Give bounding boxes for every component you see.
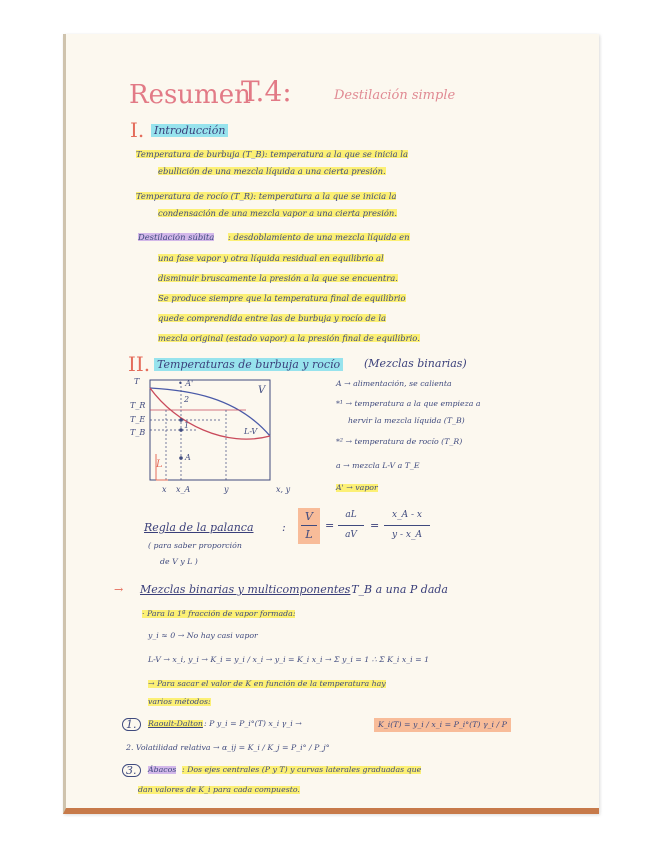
section-2-number: II.	[128, 352, 151, 376]
mixtures-line-2: y_i ≈ 0 → No hay casi vapor	[148, 631, 258, 640]
mixtures-title-tail: : T_B a una P dada	[344, 583, 448, 596]
lever-rule-note-2: de V y L )	[160, 557, 198, 566]
lever-rule-colon: :	[282, 521, 286, 534]
diagram-axis-xy: x, y	[276, 485, 291, 494]
lever-num: x_A - x	[392, 510, 422, 520]
def-dew-line-1: Temperatura de rocío (T_R): temperatura a la que se inicia la	[136, 191, 397, 201]
legend-line-1: A → alimentación, se calienta	[336, 379, 452, 388]
phase-diagram	[126, 374, 322, 504]
section-2-note: (Mezclas binarias)	[364, 357, 467, 370]
def-dew-line-2: condensación de una mezcla vapor a una cierta presión.	[158, 208, 397, 218]
method-3-name: Ábacos	[148, 765, 177, 774]
legend-line-2b: hervir la mezcla líquida (T_B)	[348, 416, 465, 425]
section-1-number: I.	[130, 118, 145, 142]
lever-vl-bar	[301, 525, 317, 526]
method-1-k-formula: K_i(T) = y_i / x_i = P_i°(T) γ_i / P	[374, 718, 511, 732]
diagram-region-l: L	[156, 459, 163, 470]
diagram-region-lv: L-V	[244, 427, 258, 436]
mixtures-line-3: L-V → x_i, y_i → K_i = y_i / x_i → y_i = K_i x_i → Σ y_i = 1 ∴ Σ K_i x_i = 1	[148, 655, 430, 664]
diagram-point-a: A	[185, 453, 191, 462]
diagram-axis-t: T	[134, 377, 140, 386]
lever-equals-2: =	[370, 519, 380, 532]
legend-line-5: A' → vapor	[336, 483, 378, 492]
diagram-point-1: 1	[184, 421, 190, 430]
method-3-number: 3.	[122, 764, 141, 777]
section-1-title: Introducción	[151, 124, 228, 137]
diagram-label-tb: T_B	[130, 428, 146, 437]
lever-av: aV	[345, 530, 357, 540]
lever-v: V	[305, 510, 313, 523]
def-flash-line-4: Se produce siempre que la temperatura final de equilibrio	[158, 293, 406, 303]
mixtures-line-1: · Para la 1ª fracción de vapor formada:	[142, 609, 296, 618]
diagram-axis-xa: x_A	[176, 485, 191, 494]
notebook-page	[63, 34, 599, 814]
method-2: 2. Volatilidad relativa → α_ij = K_i / K_j = P_i° / P_j°	[126, 743, 330, 752]
title-unit: T.4:	[241, 75, 292, 108]
def-flash-line-3: disminuir bruscamente la presión a la que se encuentra.	[158, 273, 398, 283]
mixtures-title: Mezclas binarias y multicomponentes	[140, 583, 351, 596]
method-1-number: 1.	[122, 718, 141, 731]
lever-al-bar	[338, 525, 364, 526]
diagram-region-v: V	[258, 385, 266, 396]
title-subtitle: Destilación simple	[334, 88, 456, 103]
mixtures-arrow: →	[114, 583, 124, 596]
lever-l: L	[305, 528, 313, 541]
diagram-axis-x: x	[162, 485, 167, 494]
mixtures-line-4b: varios métodos:	[148, 697, 211, 706]
diagram-label-te: T_E	[130, 415, 146, 424]
lever-al: aL	[345, 510, 357, 520]
def-flash-line-5: quede comprendida entre las de burbuja y rocío de la	[158, 313, 387, 323]
diagram-label-tr: T_R	[130, 401, 146, 410]
method-1-equation: : P y_i = P_i°(T) x_i γ_i →	[204, 719, 302, 728]
lever-equals-1: =	[325, 519, 335, 532]
def-flash-line-1: : desdoblamiento de una mezcla líquida en	[228, 232, 410, 242]
legend-line-4: a → mezcla L-V a T_E	[336, 461, 420, 470]
def-bubble-line-1: Temperatura de burbuja (T_B): temperatura a la que se inicia la	[136, 149, 408, 159]
diagram-point-a-prime: • A'	[178, 379, 194, 388]
legend-line-3: *² → temperatura de rocío (T_R)	[336, 437, 463, 446]
legend-line-2a: *¹ → temperatura a la que empieza a	[336, 399, 481, 408]
method-1-name: Raoult-Dalton	[148, 719, 203, 728]
lever-vl-box	[298, 508, 320, 544]
lever-rule-title: Regla de la palanca	[144, 521, 254, 534]
diagram-axis-y: y	[224, 485, 229, 494]
def-flash-term: Destilación súbita	[138, 232, 215, 242]
page-title: Resumen	[129, 80, 251, 110]
lever-den: y - x_A	[392, 530, 422, 540]
diagram-point-2: 2	[184, 395, 190, 404]
def-flash-line-2: una fase vapor y otra líquida residual en equilibrio al	[158, 253, 384, 263]
lever-frac-bar	[384, 525, 430, 526]
mixtures-line-4a: → Para sacar el valor de K en función de la temperatura hay	[148, 679, 386, 688]
def-bubble-line-2: ebullición de una mezcla líquida a una cierta presión.	[158, 166, 386, 176]
section-2-title: Temperaturas de burbuja y rocío	[154, 358, 343, 371]
method-3-line-2: dan valores de K_i para cada compuesto.	[138, 785, 300, 794]
lever-rule-note-1: ( para saber proporción	[148, 541, 242, 550]
method-3-line-1: : Dos ejes centrales (P y T) y curvas laterales graduadas que	[182, 765, 422, 774]
def-flash-line-6: mezcla original (estado vapor) a la presión final de equilibrio.	[158, 333, 420, 343]
